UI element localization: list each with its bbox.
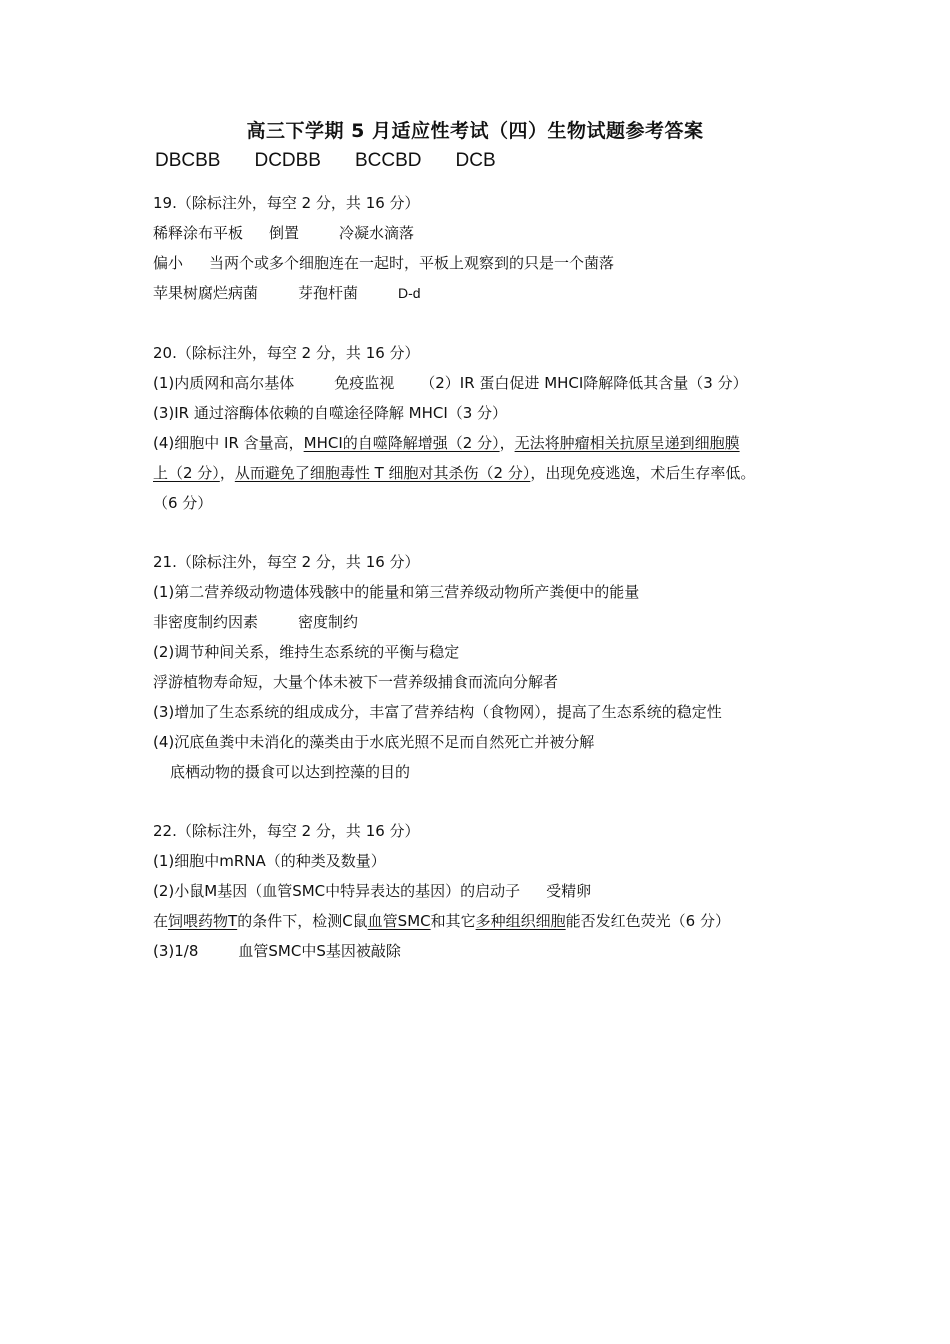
- answer-text: D-d: [398, 285, 421, 301]
- answer-text: 冷凝水滴落: [339, 224, 415, 242]
- answer-text: ，出现免疫逃逸，术后生存率低。: [530, 464, 756, 482]
- q21-line: [153, 612, 358, 632]
- q22-line: [153, 911, 730, 931]
- q20-line: [153, 463, 755, 483]
- q21-line: (2)调节种间关系，维持生态系统的平衡与稳定: [153, 643, 460, 661]
- answer-text: 的条件下，检测C鼠: [237, 912, 368, 930]
- answer-text: 稀释涂布平板: [153, 224, 244, 242]
- q21-line: 浮游植物寿命短，大量个体未被下一营养级捕食而流向分解者: [153, 673, 559, 691]
- answer-text: (2)小鼠M基因（血管SMC中特异表达的基因）的启动子: [153, 882, 521, 900]
- answer-text: 当两个或多个细胞连在一起时，平板上观察到的只是一个菌落: [209, 254, 615, 272]
- mcq-group: BCCBD: [354, 150, 422, 171]
- q22-header: 22.（除标注外，每空 2 分，共 16 分）: [153, 822, 420, 840]
- answer-text: 血管SMC中S基因被敲除: [238, 942, 401, 960]
- q19-header: 19.（除标注外，每空 2 分，共 16 分）: [153, 194, 420, 212]
- q20-line: [153, 433, 740, 453]
- answer-text: ，: [499, 434, 515, 452]
- page-title: 高三下学期 5 月适应性考试（四）生物试题参考答案: [246, 120, 704, 142]
- answer-text: 密度制约: [298, 613, 359, 631]
- answer-text: 免疫监视: [334, 374, 395, 392]
- q21-header: 21.（除标注外，每空 2 分，共 16 分）: [153, 553, 420, 571]
- answer-text: 和其它: [430, 912, 476, 930]
- q22-line: [153, 881, 591, 901]
- mcq-group: DBCBB: [155, 150, 221, 171]
- q22-line: (1)细胞中mRNA（的种类及数量）: [153, 852, 386, 870]
- answer-text: 非密度制约因素: [153, 613, 259, 631]
- q19-line: [153, 253, 614, 273]
- mcq-group: DCDBB: [254, 150, 321, 171]
- underlined-answer: MHCⅠ的自噬降解增强（2 分）: [303, 434, 500, 452]
- underlined-answer: 上（2 分）: [153, 464, 220, 482]
- q19-line: [153, 223, 414, 243]
- answer-text: 受精卵: [546, 882, 592, 900]
- answer-text: 偏小: [153, 254, 184, 272]
- q20-line: （6 分）: [153, 494, 213, 512]
- q21-line: (4)沉底鱼粪中未消化的藻类由于水底光照不足而自然死亡并被分解: [153, 733, 595, 751]
- q19-line: [153, 283, 421, 303]
- mcq-answers: [155, 150, 530, 172]
- answer-text: 在: [153, 912, 169, 930]
- answer-text: (1)内质网和高尔基体: [153, 374, 295, 392]
- answer-text: 能否发红色荧光（6 分）: [565, 912, 730, 930]
- underlined-answer: 饲喂药物T: [168, 912, 238, 930]
- answer-text: (3)1/8: [153, 942, 199, 960]
- q22-line: [153, 941, 401, 961]
- answer-text: ，: [219, 464, 235, 482]
- mcq-group: DCB: [455, 150, 496, 171]
- underlined-answer: 从而避免了细胞毒性 T 细胞对其杀伤（2 分）: [234, 464, 531, 482]
- answer-text: （2）IR 蛋白促进 MHCⅠ降解降低其含量（3 分）: [420, 374, 748, 392]
- underlined-answer: 多种组织细胞: [475, 912, 566, 930]
- q20-line: [153, 373, 748, 393]
- answer-text: 倒置: [269, 224, 300, 242]
- underlined-answer: 血管SMC: [367, 912, 431, 930]
- q21-line: (1)第二营养级动物遗体残骸中的能量和第三营养级动物所产粪便中的能量: [153, 583, 640, 601]
- q20-header: 20.（除标注外，每空 2 分，共 16 分）: [153, 344, 420, 362]
- q20-line: (3)IR 通过溶酶体依赖的自噬途径降解 MHCⅠ（3 分）: [153, 404, 508, 422]
- underlined-answer: 无法将肿瘤相关抗原呈递到细胞膜: [514, 434, 740, 452]
- answer-text: 芽孢杆菌: [298, 284, 359, 302]
- q21-line: (3)增加了生态系统的组成成分，丰富了营养结构（食物网），提高了生态系统的稳定性: [153, 703, 722, 721]
- answer-text: (4)细胞中 IR 含量高，: [153, 434, 304, 452]
- q21-line: 底栖动物的摄食可以达到控藻的目的: [170, 763, 411, 781]
- answer-text: 苹果树腐烂病菌: [153, 284, 259, 302]
